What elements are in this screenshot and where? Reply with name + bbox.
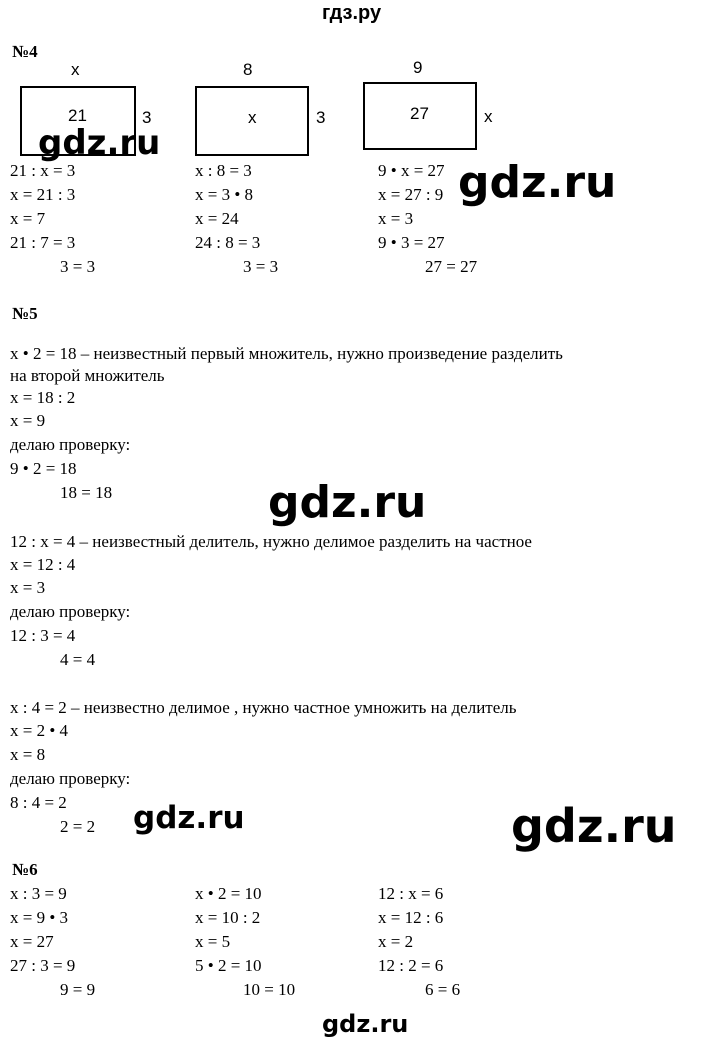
task5-line: x = 8 [10,745,46,764]
task4-col2-line: x = 24 [195,209,239,228]
watermark-3: gdz.ru [268,477,427,528]
task5-line: 12 : x = 4 – неизвестный делитель, нужно делимое разделить на частное [10,532,532,551]
task4-col3-line: x = 3 [378,209,414,228]
watermark-1: gdz.ru [38,123,161,163]
watermark-4: gdz.ru [133,800,245,836]
task5-line: на второй множитель [10,366,165,385]
figure2-inside-label: x [248,108,257,127]
figure1-side-label: 3 [142,108,152,127]
figure2-side-label: 3 [316,108,326,127]
task5-line: 12 : 3 = 4 [10,626,76,645]
task6-col3-line: x = 2 [378,932,414,951]
task5-line: делаю проверку: [10,602,131,621]
task4-col3-line: 9 • x = 27 [378,161,445,180]
task4-col2-line: 24 : 8 = 3 [195,233,261,252]
site-header: гдз.ру [322,2,382,24]
task5-line: 2 = 2 [60,817,96,836]
task6-col3-line: 6 = 6 [425,980,461,999]
task4-col2-line: 3 = 3 [243,257,279,276]
figure1-inside-label: 21 [68,106,87,125]
task4-col1-line: x = 21 : 3 [10,185,76,204]
task4-col1-line: 21 : x = 3 [10,161,76,180]
task5-line: 9 • 2 = 18 [10,459,77,478]
task6-col3-line: 12 : x = 6 [378,884,444,903]
task5-title: №5 [12,304,38,323]
task6-col2-line: x • 2 = 10 [195,884,262,903]
task6-title: №6 [12,860,38,879]
task5-line: x = 12 : 4 [10,555,76,574]
task6-col2-line: x = 5 [195,932,231,951]
task4-col1-line: 3 = 3 [60,257,96,276]
task6-col1-line: x : 3 = 9 [10,884,67,903]
task4-col3-line: x = 27 : 9 [378,185,444,204]
task4-title: №4 [12,42,38,61]
task6-col1-line: 27 : 3 = 9 [10,956,76,975]
task6-col2-line: 5 • 2 = 10 [195,956,262,975]
watermark-5: gdz.ru [511,799,677,853]
task5-line: x : 4 = 2 – неизвестно делимое , нужно частное умножить на делитель [10,698,517,717]
task4-col1-line: 21 : 7 = 3 [10,233,76,252]
task6-col3-line: 12 : 2 = 6 [378,956,444,975]
task5-line: 8 : 4 = 2 [10,793,67,812]
task6-col3-line: x = 12 : 6 [378,908,444,927]
task6-col1-line: x = 27 [10,932,54,951]
task5-line: x = 3 [10,578,46,597]
figure3-inside-label: 27 [410,104,429,123]
task4-col2-line: x = 3 • 8 [195,185,254,204]
task4-col2-line: x : 8 = 3 [195,161,252,180]
task5-line: 4 = 4 [60,650,96,669]
task4-col1-line: x = 7 [10,209,46,228]
task5-line: x • 2 = 18 – неизвестный первый множитель, нужно произведение разделить [10,344,563,363]
task5-line: x = 9 [10,411,46,430]
figure3-top-label: 9 [413,58,423,77]
task5-line: делаю проверку: [10,769,131,788]
figure3-side-label: x [484,107,493,126]
task4-col3-line: 27 = 27 [425,257,478,276]
task5-line: 18 = 18 [60,483,113,502]
task6-col2-line: 10 = 10 [243,980,296,999]
figure1-top-label: x [71,60,80,79]
task5-line: x = 18 : 2 [10,388,76,407]
task6-col1-line: 9 = 9 [60,980,96,999]
watermark-2: gdz.ru [458,157,617,208]
task6-col1-line: x = 9 • 3 [10,908,69,927]
watermark-6: gdz.ru [322,1010,409,1038]
task4-col3-line: 9 • 3 = 27 [378,233,445,252]
figure2-top-label: 8 [243,60,253,79]
task5-line: x = 2 • 4 [10,721,69,740]
task5-line: делаю проверку: [10,435,131,454]
task6-col2-line: x = 10 : 2 [195,908,261,927]
